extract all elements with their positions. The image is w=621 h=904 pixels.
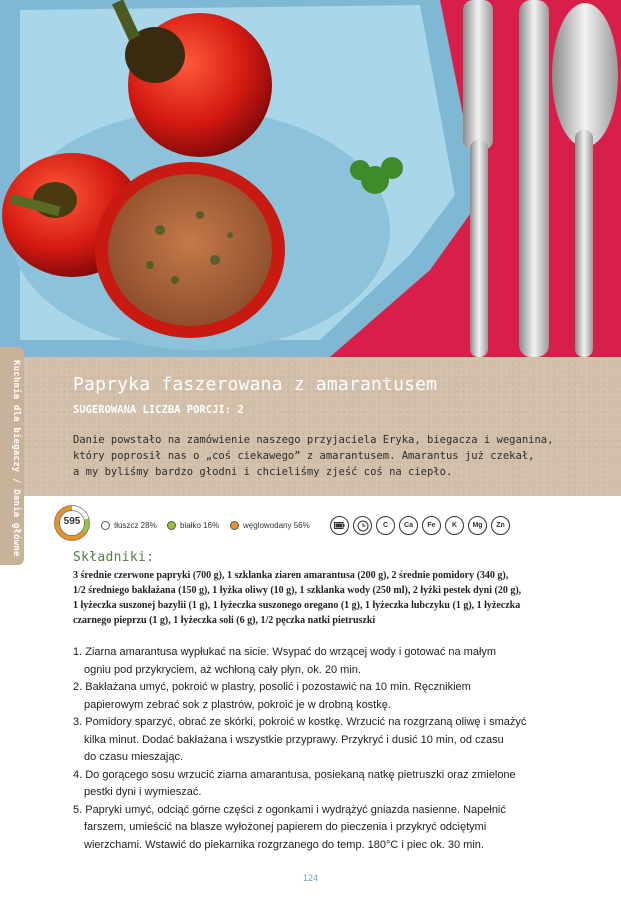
recipe-title: Papryka faszerowana z amarantusem [73,374,438,395]
ingredients-line: 1/2 średniego bakłażana (150 g), 1 łyżka oliwy (10 g), 1 szklanka wody (250 ml), 2 łyżki pestek dyni (20 g), [73,585,522,596]
mineral-ca-icon: Ca [399,516,418,535]
recipe-intro [73,432,573,480]
step-line: pestki dyni i wymieszać. [84,786,202,798]
mineral-mg-icon: Mg [468,516,487,535]
step-line: wierzchami. Wstawić do piekarnika rozgrzanego do temp. 180°C i piec ok. 30 min. [84,838,484,851]
mineral-k-icon: K [445,516,464,535]
step-5 [73,802,593,855]
step-3 [73,714,593,767]
clock-icon [353,516,372,535]
ingredients-line: 1 łyżeczka suszonej bazylii (1 g), 1 łyżeczka suszonego oregano (1 g), 1 łyżeczka lubczyku (1 g), 1 łyżeczka [73,600,521,611]
carbs-label: węglowodany 56% [243,521,310,530]
fat-legend [101,521,157,530]
carbs-dot-icon [230,521,239,530]
mineral-c-icon: C [376,516,395,535]
kcal-value: 595 [63,516,81,527]
step-line: 3. Pomidory sparzyć, obrać ze skórki, pokroić w kostkę. Wrzucić na rozgrzaną oliwę i smażyć [73,716,527,728]
protein-legend [167,521,219,530]
step-line: ogniu pod przykryciem, aż wchłoną cały płyn, ok. 20 min. [84,663,361,676]
step-line: 4. Do gorącego sosu wrzucić ziarna amarantusa, posiekaną natkę pietruszki oraz zmielone [73,768,516,781]
ingredients-line: 3 średnie czerwone papryki (700 g), 1 szklanka ziaren amarantusa (200 g), 2 średnie pomidory (340 g), [73,570,509,581]
servings-label: SUGEROWANA LICZBA PORCJI: 2 [73,404,244,416]
intro-line: a my byliśmy bardzo głodni i chcieliśmy zjeść coś na ciepło. [73,466,453,478]
intro-line: Danie powstało na zamówienie naszego przyjaciela Eryka, biegacza i weganina, [73,434,554,446]
step-4 [73,767,593,802]
protein-label: białko 16% [180,521,220,530]
intro-line: który poprosił nas o „coś ciekawego” z amarantusem. Amarantus już czekał, [73,450,535,462]
carbs-legend [230,521,310,530]
step-2 [73,679,593,714]
page-number: 124 [302,873,319,883]
ingredients-heading: Składniki: [73,550,155,565]
step-line: papierowym zebrać sok z plastrów, pokroić je w drobną kostkę. [84,698,391,711]
ingredients-line: czarnego pieprzu (1 g), 1 łyżeczka soli (6 g), 1/2 pęczka natki pietruszki [73,615,376,626]
recipe-photo [0,0,621,357]
battery-icon [330,516,349,535]
mineral-zn-icon: Zn [491,516,510,535]
step-line: do czasu mieszając. [84,751,184,763]
fat-label: tłuszcz 28% [114,521,157,530]
step-line: 5. Papryki umyć, odciąć górne części z ogonkami i wydrążyć gniazda nasienne. Napełnić [73,803,506,816]
step-line: 1. Ziarna amarantusa wypłukać na sicie. Wsypać do wrzącej wody i gotować na małym [73,646,497,658]
chapter-tab-label: Kuchnia dla biegaczy / Dania główne [11,360,21,557]
protein-dot-icon [167,521,176,530]
step-line: kilka minut. Dodać bakłażana i wszystkie przyprawy. Przykryć i dusić 10 min, od czasu [84,733,504,746]
step-1 [73,644,593,679]
step-line: 2. Bakłażana umyć, pokroić w plastry, posolić i pozostawić na 10 min. Ręcznikiem [73,681,471,693]
ingredients-list [73,568,583,628]
preparation-steps [73,644,593,854]
mineral-icons [330,516,510,535]
step-line: farszem, umieścić na blasze wyłożonej papierem do pieczenia i przykryć odciętymi [84,821,487,833]
fat-dot-icon [101,521,110,530]
mineral-fe-icon: Fe [422,516,441,535]
